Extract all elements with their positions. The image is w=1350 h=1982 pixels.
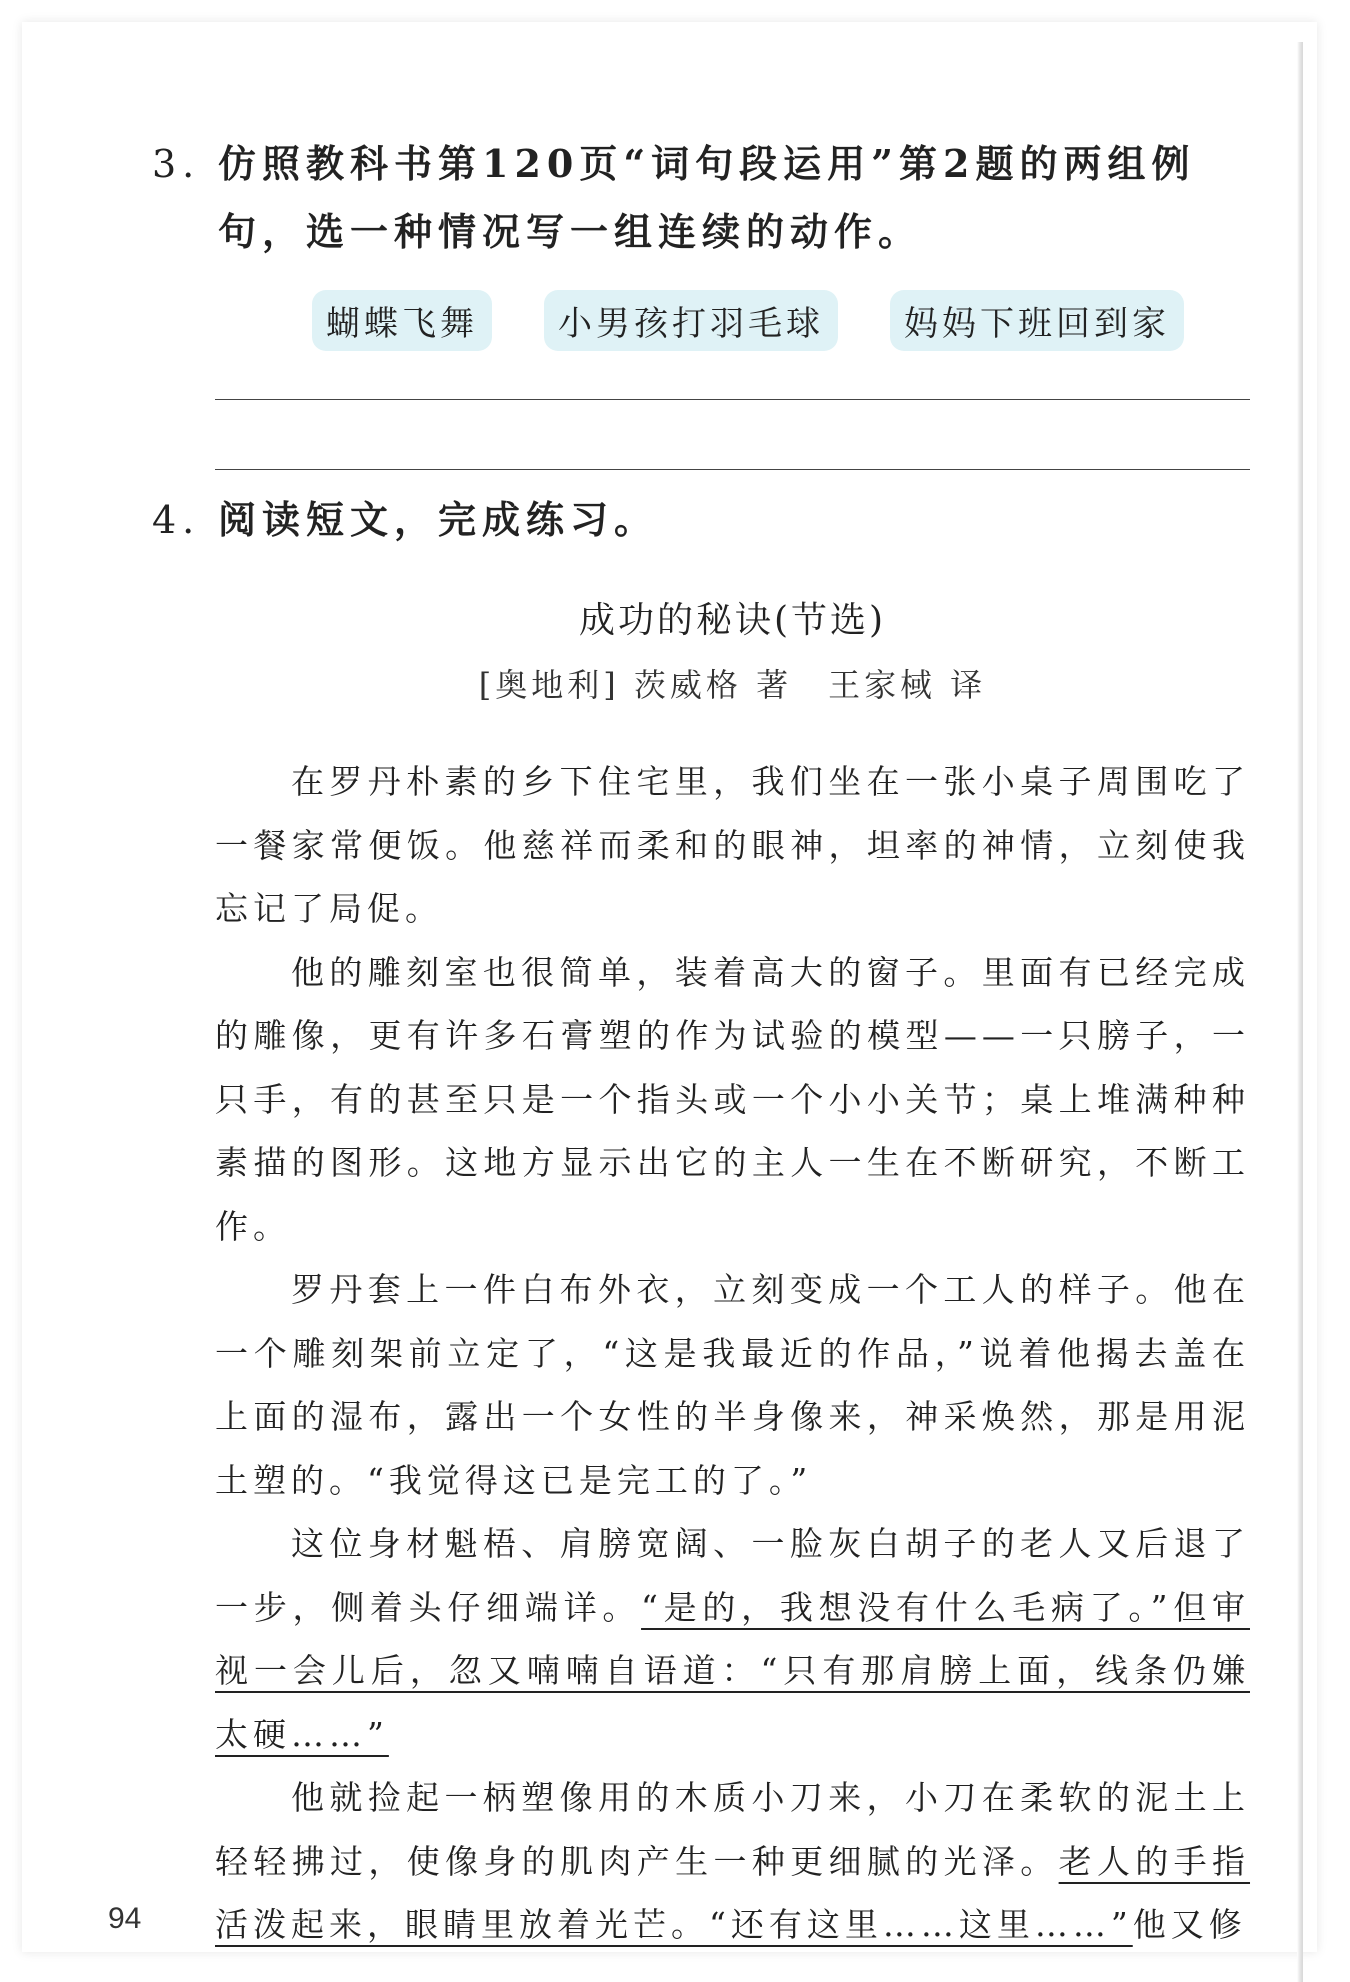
option-chip[interactable]: 小男孩打羽毛球 (544, 290, 838, 351)
paragraph-text: 他又修 (1132, 1905, 1247, 1944)
paragraph: 他的雕刻室也很简单，装着高大的窗子。里面有已经完成的雕像，更有许多石膏塑的作为试验的模型——一只膀子，一只手，有的甚至只是一个指头或一个小小关节；桌上堆满种种素描的图形。这地方显示出它的主人一生在不断研究，不断工作。 (215, 952, 1250, 1246)
article-title: 成功的秘诀(节选) (578, 600, 887, 641)
paragraph-text: 他就捡起一柄塑像用的木质小刀来，小刀在柔软的泥土上轻轻拂过，使像身的肌肉产生一种更细腻的光泽。 (215, 1778, 1250, 1881)
answer-line[interactable] (215, 399, 1250, 400)
paragraph (215, 1766, 1250, 1957)
page-edge (1297, 42, 1303, 1982)
workbook-page (22, 22, 1317, 1952)
answer-line[interactable] (215, 469, 1250, 470)
underlined-sentence: “是的，我想没有什么毛病了。”但审视一会儿后，忽又喃喃自语道：“只有那肩膀上面，线条仍嫌太硬……” (215, 1587, 1250, 1754)
question-3-line1: 仿照教科书第120页“词句段运用”第2题的两组例 (218, 141, 1196, 186)
page-number: 94 (108, 1902, 142, 1935)
question-3-line2: 句，选一种情况写一组连续的动作。 (218, 209, 923, 254)
article-author: [奥地利] 茨威格 著 王家棫 译 (478, 666, 987, 704)
question-3 (152, 130, 1252, 266)
option-chip[interactable]: 蝴蝶飞舞 (312, 290, 492, 351)
option-chips (312, 290, 1236, 351)
question-4-number: 4. (152, 498, 201, 542)
paragraph-text: 这位身材魁梧、肩膀宽阔、一脸灰白胡子的老人又后退了一步，侧着头仔细端详。 (215, 1524, 1250, 1627)
option-chip[interactable]: 妈妈下班回到家 (890, 290, 1184, 351)
question-3-number: 3. (152, 142, 201, 186)
paragraph: 罗丹套上一件白布外衣，立刻变成一个工人的样子。他在一个雕刻架前立定了，“这是我最近的作品，”说着他揭去盖在上面的湿布，露出一个女性的半身像来，神采焕然，那是用泥土塑的。“我觉得这已是完工的了。” (215, 1270, 1250, 1500)
paragraph (215, 1512, 1250, 1766)
question-4-heading: 阅读短文，完成练习。 (218, 497, 659, 542)
article-body (215, 750, 1250, 1957)
question-4 (152, 486, 1252, 554)
paragraph: 在罗丹朴素的乡下住宅里，我们坐在一张小桌子周围吃了一餐家常便饭。他慈祥而柔和的眼神，坦率的神情，立刻使我忘记了局促。 (215, 762, 1250, 928)
underlined-sentence: 老人的手指活泼起来，眼睛里放着光芒。“还有这里……这里……” (215, 1841, 1251, 1944)
